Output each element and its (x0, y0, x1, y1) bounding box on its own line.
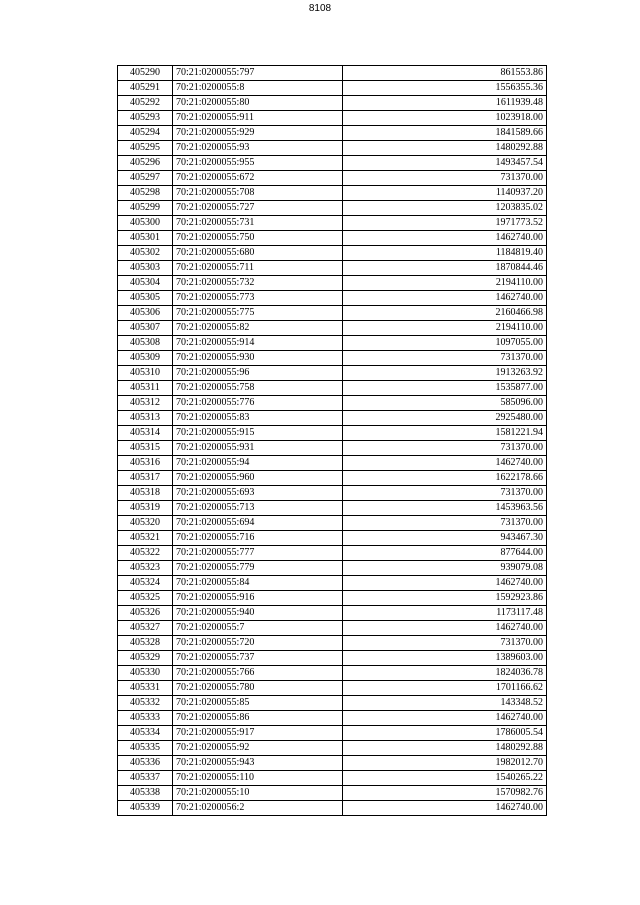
cadastral-number-cell: 70:21:0200055:110 (173, 771, 343, 786)
row-number-cell: 405301 (118, 231, 173, 246)
row-number-cell: 405313 (118, 411, 173, 426)
value-cell: 1982012.70 (343, 756, 547, 771)
row-number-cell: 405331 (118, 681, 173, 696)
value-cell: 2194110.00 (343, 321, 547, 336)
cadastral-number-cell: 70:21:0200055:713 (173, 501, 343, 516)
cadastral-number-cell: 70:21:0200055:731 (173, 216, 343, 231)
table-row (118, 366, 547, 381)
page-number: 8108 (308, 3, 332, 14)
table-row (118, 591, 547, 606)
cadastral-number-cell: 70:21:0200055:92 (173, 741, 343, 756)
table-row (118, 261, 547, 276)
row-number-cell: 405314 (118, 426, 173, 441)
cadastral-number-cell: 70:21:0200055:694 (173, 516, 343, 531)
cadastral-number-cell: 70:21:0200055:916 (173, 591, 343, 606)
cadastral-number-cell: 70:21:0200055:911 (173, 111, 343, 126)
row-number-cell: 405295 (118, 141, 173, 156)
table-row (118, 111, 547, 126)
cadastral-number-cell: 70:21:0200055:915 (173, 426, 343, 441)
table-row (118, 351, 547, 366)
cadastral-number-cell: 70:21:0200055:80 (173, 96, 343, 111)
row-number-cell: 405308 (118, 336, 173, 351)
value-cell: 1173117.48 (343, 606, 547, 621)
table-row (118, 546, 547, 561)
table-row (118, 666, 547, 681)
row-number-cell: 405338 (118, 786, 173, 801)
row-number-cell: 405325 (118, 591, 173, 606)
value-cell: 731370.00 (343, 516, 547, 531)
cadastral-number-cell: 70:21:0200055:711 (173, 261, 343, 276)
table-row (118, 231, 547, 246)
table-row (118, 801, 547, 816)
row-number-cell: 405302 (118, 246, 173, 261)
value-cell: 1097055.00 (343, 336, 547, 351)
value-cell: 877644.00 (343, 546, 547, 561)
row-number-cell: 405326 (118, 606, 173, 621)
row-number-cell: 405294 (118, 126, 173, 141)
table-row (118, 726, 547, 741)
cadastral-number-cell: 70:21:0200055:960 (173, 471, 343, 486)
table-row (118, 381, 547, 396)
row-number-cell: 405315 (118, 441, 173, 456)
table-row (118, 606, 547, 621)
value-cell: 1701166.62 (343, 681, 547, 696)
row-number-cell: 405316 (118, 456, 173, 471)
table-row (118, 681, 547, 696)
value-cell: 1581221.94 (343, 426, 547, 441)
cadastral-number-cell: 70:21:0200055:716 (173, 531, 343, 546)
value-cell: 1140937.20 (343, 186, 547, 201)
value-cell: 1535877.00 (343, 381, 547, 396)
value-cell: 1462740.00 (343, 291, 547, 306)
row-number-cell: 405333 (118, 711, 173, 726)
cadastral-number-cell: 70:21:0200055:758 (173, 381, 343, 396)
cadastral-number-cell: 70:21:0200055:766 (173, 666, 343, 681)
value-cell: 2925480.00 (343, 411, 547, 426)
row-number-cell: 405292 (118, 96, 173, 111)
table-row (118, 621, 547, 636)
row-number-cell: 405307 (118, 321, 173, 336)
row-number-cell: 405304 (118, 276, 173, 291)
cadastral-number-cell: 70:21:0200055:776 (173, 396, 343, 411)
value-cell: 1480292.88 (343, 741, 547, 756)
row-number-cell: 405310 (118, 366, 173, 381)
cadastral-number-cell: 70:21:0200055:773 (173, 291, 343, 306)
table-row (118, 186, 547, 201)
cadastral-number-cell: 70:21:0200055:84 (173, 576, 343, 591)
table-row (118, 576, 547, 591)
table-row (118, 486, 547, 501)
value-cell: 585096.00 (343, 396, 547, 411)
value-cell: 731370.00 (343, 486, 547, 501)
table-row (118, 531, 547, 546)
cadastral-number-cell: 70:21:0200055:727 (173, 201, 343, 216)
cadastral-number-cell: 70:21:0200056:2 (173, 801, 343, 816)
cadastral-number-cell: 70:21:0200055:732 (173, 276, 343, 291)
value-cell: 1592923.86 (343, 591, 547, 606)
value-cell: 1493457.54 (343, 156, 547, 171)
table-row (118, 66, 547, 81)
row-number-cell: 405297 (118, 171, 173, 186)
value-cell: 1540265.22 (343, 771, 547, 786)
value-cell: 1462740.00 (343, 456, 547, 471)
table-row (118, 561, 547, 576)
cadastral-number-cell: 70:21:0200055:8 (173, 81, 343, 96)
table-row (118, 126, 547, 141)
cadastral-number-cell: 70:21:0200055:93 (173, 141, 343, 156)
cadastral-number-cell: 70:21:0200055:775 (173, 306, 343, 321)
cadastral-number-cell: 70:21:0200055:86 (173, 711, 343, 726)
value-cell: 1971773.52 (343, 216, 547, 231)
row-number-cell: 405322 (118, 546, 173, 561)
row-number-cell: 405337 (118, 771, 173, 786)
row-number-cell: 405335 (118, 741, 173, 756)
row-number-cell: 405317 (118, 471, 173, 486)
row-number-cell: 405339 (118, 801, 173, 816)
table-row (118, 756, 547, 771)
cadastral-number-cell: 70:21:0200055:693 (173, 486, 343, 501)
row-number-cell: 405336 (118, 756, 173, 771)
table-row (118, 171, 547, 186)
value-cell: 1453963.56 (343, 501, 547, 516)
value-cell: 1556355.36 (343, 81, 547, 96)
row-number-cell: 405300 (118, 216, 173, 231)
value-cell: 731370.00 (343, 351, 547, 366)
cadastral-number-cell: 70:21:0200055:672 (173, 171, 343, 186)
value-cell: 1184819.40 (343, 246, 547, 261)
value-cell: 1480292.88 (343, 141, 547, 156)
table-row (118, 426, 547, 441)
table-row (118, 741, 547, 756)
row-number-cell: 405303 (118, 261, 173, 276)
value-cell: 143348.52 (343, 696, 547, 711)
value-cell: 1462740.00 (343, 711, 547, 726)
row-number-cell: 405320 (118, 516, 173, 531)
row-number-cell: 405334 (118, 726, 173, 741)
row-number-cell: 405296 (118, 156, 173, 171)
value-cell: 1870844.46 (343, 261, 547, 276)
value-cell: 1462740.00 (343, 231, 547, 246)
row-number-cell: 405312 (118, 396, 173, 411)
value-cell: 1462740.00 (343, 576, 547, 591)
row-number-cell: 405305 (118, 291, 173, 306)
table-row (118, 81, 547, 96)
table-row (118, 96, 547, 111)
cadastral-number-cell: 70:21:0200055:940 (173, 606, 343, 621)
value-cell: 1841589.66 (343, 126, 547, 141)
value-cell: 861553.86 (343, 66, 547, 81)
table-row (118, 456, 547, 471)
row-number-cell: 405319 (118, 501, 173, 516)
table-row (118, 276, 547, 291)
row-number-cell: 405291 (118, 81, 173, 96)
cadastral-number-cell: 70:21:0200055:7 (173, 621, 343, 636)
table-row (118, 396, 547, 411)
cadastral-number-cell: 70:21:0200055:797 (173, 66, 343, 81)
row-number-cell: 405306 (118, 306, 173, 321)
table-row (118, 156, 547, 171)
cadastral-number-cell: 70:21:0200055:82 (173, 321, 343, 336)
value-cell: 943467.30 (343, 531, 547, 546)
table-row (118, 291, 547, 306)
row-number-cell: 405328 (118, 636, 173, 651)
value-cell: 1462740.00 (343, 621, 547, 636)
table-row (118, 306, 547, 321)
row-number-cell: 405318 (118, 486, 173, 501)
registry-table (117, 65, 547, 816)
table-row (118, 141, 547, 156)
row-number-cell: 405299 (118, 201, 173, 216)
table-row (118, 471, 547, 486)
table-row (118, 321, 547, 336)
table-row (118, 441, 547, 456)
value-cell: 731370.00 (343, 171, 547, 186)
value-cell: 939079.08 (343, 561, 547, 576)
cadastral-number-cell: 70:21:0200055:680 (173, 246, 343, 261)
value-cell: 1913263.92 (343, 366, 547, 381)
row-number-cell: 405330 (118, 666, 173, 681)
row-number-cell: 405298 (118, 186, 173, 201)
cadastral-number-cell: 70:21:0200055:779 (173, 561, 343, 576)
cadastral-number-cell: 70:21:0200055:94 (173, 456, 343, 471)
table-row (118, 711, 547, 726)
cadastral-number-cell: 70:21:0200055:930 (173, 351, 343, 366)
row-number-cell: 405309 (118, 351, 173, 366)
table-row (118, 501, 547, 516)
value-cell: 1203835.02 (343, 201, 547, 216)
cadastral-number-cell: 70:21:0200055:929 (173, 126, 343, 141)
cadastral-number-cell: 70:21:0200055:943 (173, 756, 343, 771)
value-cell: 1389603.00 (343, 651, 547, 666)
cadastral-number-cell: 70:21:0200055:737 (173, 651, 343, 666)
cadastral-number-cell: 70:21:0200055:96 (173, 366, 343, 381)
cadastral-number-cell: 70:21:0200055:917 (173, 726, 343, 741)
value-cell: 1462740.00 (343, 801, 547, 816)
table-row (118, 411, 547, 426)
row-number-cell: 405329 (118, 651, 173, 666)
value-cell: 731370.00 (343, 636, 547, 651)
value-cell: 1622178.66 (343, 471, 547, 486)
table-row (118, 651, 547, 666)
value-cell: 2160466.98 (343, 306, 547, 321)
cadastral-number-cell: 70:21:0200055:777 (173, 546, 343, 561)
row-number-cell: 405332 (118, 696, 173, 711)
value-cell: 1611939.48 (343, 96, 547, 111)
row-number-cell: 405290 (118, 66, 173, 81)
row-number-cell: 405324 (118, 576, 173, 591)
cadastral-number-cell: 70:21:0200055:83 (173, 411, 343, 426)
row-number-cell: 405311 (118, 381, 173, 396)
table-row (118, 696, 547, 711)
cadastral-number-cell: 70:21:0200055:955 (173, 156, 343, 171)
value-cell: 1824036.78 (343, 666, 547, 681)
cadastral-number-cell: 70:21:0200055:10 (173, 786, 343, 801)
cadastral-number-cell: 70:21:0200055:708 (173, 186, 343, 201)
table-row (118, 216, 547, 231)
row-number-cell: 405327 (118, 621, 173, 636)
table-row (118, 201, 547, 216)
cadastral-number-cell: 70:21:0200055:750 (173, 231, 343, 246)
table-row (118, 336, 547, 351)
row-number-cell: 405321 (118, 531, 173, 546)
cadastral-number-cell: 70:21:0200055:914 (173, 336, 343, 351)
table-row (118, 636, 547, 651)
value-cell: 2194110.00 (343, 276, 547, 291)
table-row (118, 246, 547, 261)
cadastral-number-cell: 70:21:0200055:720 (173, 636, 343, 651)
table-row (118, 771, 547, 786)
table-row (118, 516, 547, 531)
row-number-cell: 405323 (118, 561, 173, 576)
table-row (118, 786, 547, 801)
value-cell: 1023918.00 (343, 111, 547, 126)
value-cell: 1786005.54 (343, 726, 547, 741)
cadastral-number-cell: 70:21:0200055:931 (173, 441, 343, 456)
value-cell: 1570982.76 (343, 786, 547, 801)
cadastral-number-cell: 70:21:0200055:85 (173, 696, 343, 711)
row-number-cell: 405293 (118, 111, 173, 126)
cadastral-number-cell: 70:21:0200055:780 (173, 681, 343, 696)
table-body (118, 66, 547, 816)
value-cell: 731370.00 (343, 441, 547, 456)
